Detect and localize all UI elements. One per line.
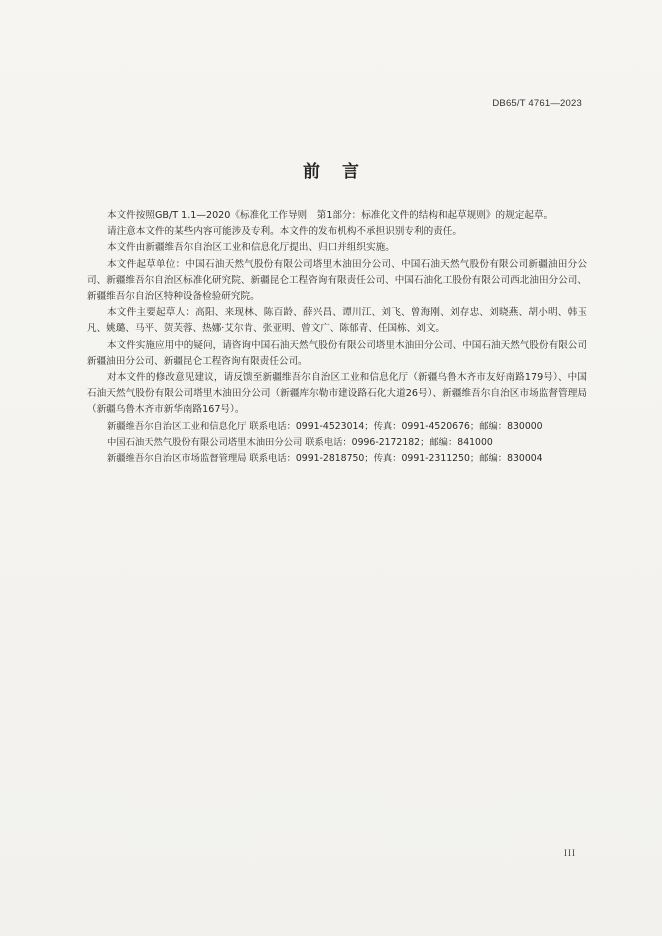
contact-line: 新疆维吾尔自治区工业和信息化厅 联系电话：0991-4523014；传真：0991-4520676；邮编：830000 — [107, 420, 543, 432]
standard-code: DB65/T 4761—2023 — [492, 98, 582, 109]
paragraph-feedback: 对本文件的修改意见建议，请反馈至新疆维吾尔自治区工业和信息化厅（新疆乌鲁木齐市友好南路179号）、中国石油天然气股份有限公司塔里木油田分公司（新疆库尔勒市建设路石化大道26号）、新疆维吾尔自治区市场监督管理局（新疆乌鲁木齐市新华南路167号）。 — [87, 372, 587, 416]
paragraph-drafting-rules: 本文件按照GB/T 1.1—2020《标准化工作导则 第1部分：标准化文件的结构和起草规则》的规定起草。 — [107, 210, 554, 221]
foreword-body — [87, 208, 587, 467]
contact-line: 中国石油天然气股份有限公司塔里木油田分公司 联系电话：0996-2172182；邮编：841000 — [107, 436, 493, 448]
contact-line: 新疆维吾尔自治区市场监督管理局 联系电话：0991-2818750；传真：0991-2311250；邮编：830004 — [107, 453, 543, 465]
paragraph-drafters: 本文件主要起草人：高阳、来现林、陈百龄、薛兴昌、谭川江、刘飞、曾海刚、刘存忠、刘晓燕、胡小明、韩玉凡、姚璐、马平、贺芙蓉、热娜·艾尔肯、张亚明、曾文广、陈郁青、任国栋、刘文。 — [87, 307, 587, 335]
paragraph-proposer: 本文件由新疆维吾尔自治区工业和信息化厅提出、归口并组织实施。 — [107, 242, 395, 254]
paragraph-inquiries: 本文件实施应用中的疑问，请咨询中国石油天然气股份有限公司塔里木油田分公司、中国石油天然气股份有限公司新疆油田分公司、新疆昆仑工程咨询有限责任公司。 — [87, 339, 587, 367]
page-title: 前言 — [303, 162, 381, 182]
paragraph-patent-notice: 请注意本文件的某些内容可能涉及专利。本文件的发布机构不承担识别专利的责任。 — [107, 226, 462, 238]
paragraph-drafting-units: 本文件起草单位：中国石油天然气股份有限公司塔里木油田分公司、中国石油天然气股份有限公司新疆油田分公司、新疆维吾尔自治区标准化研究院、新疆昆仑工程咨询有限责任公司、中国石油化工股份有限公司西北油田分公司、新疆维吾尔自治区特种设备检验研究院。 — [87, 258, 587, 303]
page-number: III — [564, 848, 576, 858]
